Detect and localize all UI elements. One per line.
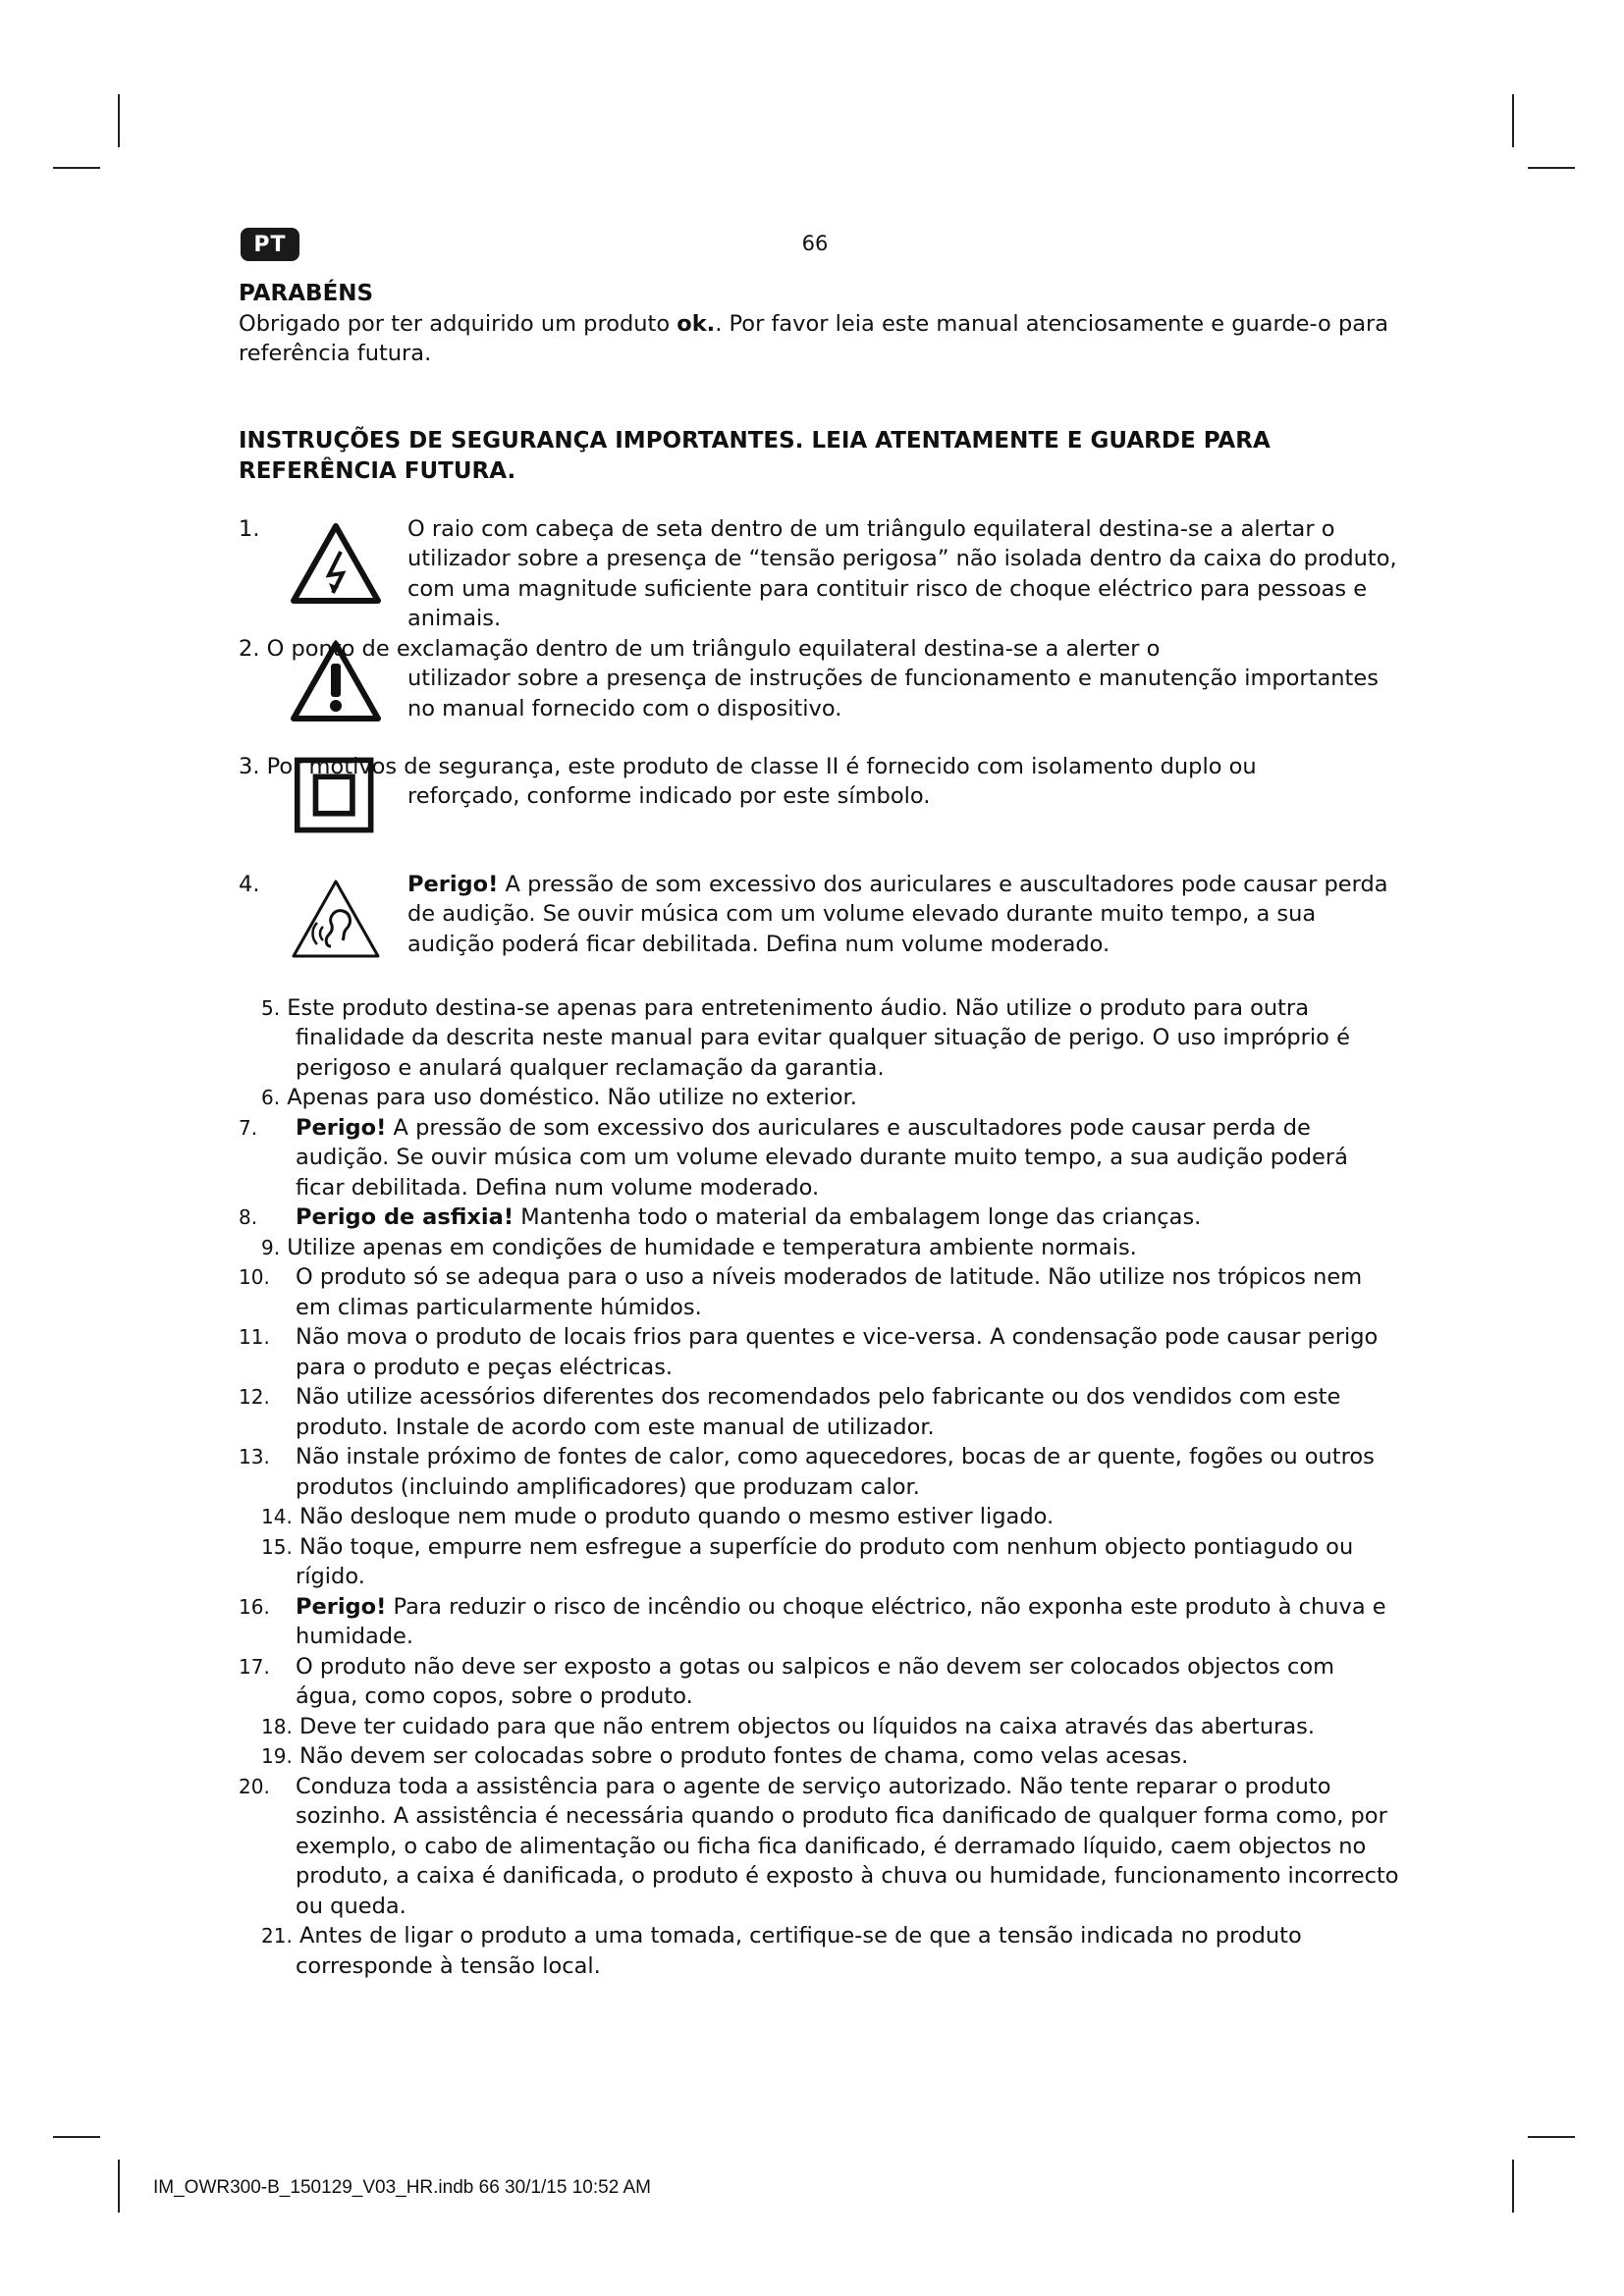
item-text-part: A pressão de som excessivo dos auriculares e auscultadores pode causar perda de audição. Se ouvir música com um volume elevado durante muito tempo, a sua audição poderá ficar debilitada. Defina num volume moderado. (407, 871, 1388, 957)
item-text-part: Para reduzir o risco de incêndio ou choque eléctrico, não exponha este produto à chuva e humidade. (296, 1593, 1386, 1649)
list-item (239, 1113, 1402, 1203)
list-item (239, 1652, 1402, 1712)
intro-text-part: Obrigado por ter adquirido um produto (239, 310, 677, 337)
brand-name: ok. (677, 310, 716, 337)
list-item (239, 1502, 1402, 1532)
intro-text (239, 309, 1402, 369)
item-text (296, 1772, 1402, 1922)
item-text-part: Não utilize acessórios diferentes dos recomendados pelo fabricante ou dos vendidos com este produto. Instale de acordo com este manual de utilizador. (296, 1384, 1341, 1440)
page-content (239, 279, 1402, 1981)
item-number: 13. (239, 1445, 270, 1468)
item-lead-text: Por motivos de segurança, este produto de classe II é fornecido com isolamento duplo ou (266, 753, 1257, 779)
list-item (239, 1442, 1402, 1502)
hearing-warning-icon (290, 878, 382, 960)
language-badge: PT (241, 228, 299, 261)
item-number: 7. (239, 1115, 258, 1140)
crop-mark (1528, 2136, 1575, 2138)
item-text: Não devem ser colocadas sobre o produto fontes de chama, como velas acesas. (298, 1743, 1189, 1769)
item-text-part: Não instale próximo de fontes de calor, como aquecedores, bocas de ar quente, fogões ou outros produtos (incluindo amplificadores) que produzam calor. (296, 1444, 1375, 1500)
item-lead-text: O ponto de exclamação dentro de um triângulo equilateral destina-se a alerter o (266, 635, 1161, 662)
lightning-warning-icon (290, 522, 382, 605)
item-text: O raio com cabeça de seta dentro de um triângulo equilateral destina-se a alertar o utilizador sobre a presença de “tensão perigosa” não isolada dentro da caixa do produto, com uma magnitude suficiente para contituir risco de choque eléctrico para pessoas e animais. (407, 515, 1397, 631)
item-text (296, 1113, 1402, 1203)
crop-mark (118, 2160, 120, 2213)
item-text (296, 1592, 1402, 1652)
crop-mark (1512, 2160, 1514, 2213)
warning-label: Perigo! (296, 1593, 387, 1620)
item-text-part: Conduza toda a assistência para o agente de serviço autorizado. Não tente reparar o produto sozinho. A assistência é necessária quando o produto fica danificado de qualquer forma como, por exemplo, o cabo de alimentação ou ficha fica danificado, é derramado líquido, caem objectos no produto, a caixa é danificada, o produto é exposto à chuva ou humidade, funcionamento incorrecto ou queda. (296, 1773, 1399, 1919)
list-item (239, 993, 1402, 1084)
item-number: 17. (239, 1654, 270, 1679)
item-number: 16. (239, 1594, 270, 1619)
item-text: Apenas para uso doméstico. Não utilize no exterior. (287, 1085, 857, 1110)
list-item (239, 1592, 1402, 1652)
item-number: 9. (261, 1235, 281, 1259)
item-text (296, 1652, 1402, 1712)
item-number: 19. (261, 1744, 293, 1768)
crop-mark (1512, 94, 1514, 147)
list-item (239, 1741, 1402, 1772)
item-text-part: A pressão de som excessivo dos auriculares e auscultadores pode causar perda de audição. Se ouvir música com um volume elevado durante muito tempo, a sua audição poderá ficar debilitada. Defina num volume moderado. (296, 1114, 1348, 1201)
item-number: 4. (239, 871, 260, 897)
item-text-part: Mantenha todo o material da embalagem longe das crianças. (514, 1204, 1202, 1230)
intro-text-part: . Por favor leia este manual atenciosamente e guarde-o para referência futura. (239, 310, 1389, 366)
list-item (239, 1233, 1402, 1263)
item-number: 1. (239, 515, 260, 542)
item-number: 14. (261, 1505, 293, 1528)
symbol-item (239, 752, 1402, 870)
item-number: 12. (239, 1385, 270, 1409)
item-lead (239, 752, 1402, 782)
item-text: reforçado, conforme indicado por este símbolo. (407, 783, 931, 809)
list-item (239, 1382, 1402, 1442)
item-number: 15. (261, 1534, 293, 1559)
item-text-part: O produto não deve ser exposto a gotas ou salpicos e não devem ser colocados objectos com água, como copos, sobre o produto. (296, 1653, 1335, 1709)
item-number: 6. (261, 1086, 281, 1109)
item-text (407, 870, 1402, 960)
item-number: 20. (239, 1774, 270, 1798)
symbol-item (239, 634, 1402, 752)
item-number: 2. (239, 635, 260, 662)
list-item (239, 1083, 1402, 1113)
list-item (239, 1262, 1402, 1322)
item-text (296, 1442, 1402, 1502)
list-item (239, 1712, 1402, 1742)
intro-title: PARABÉNS (239, 281, 374, 306)
print-footer: IM_OWR300-B_150129_V03_HR.indb 66 30/1/15 10:52 AM (153, 2177, 651, 2198)
symbol-item (239, 514, 1402, 634)
list-item (239, 1921, 1402, 1981)
item-text (296, 1382, 1402, 1442)
item-lead (239, 634, 1402, 665)
item-text: Este produto destina-se apenas para entretenimento áudio. Não utilize o produto para outra finalidade da descrita neste manual para evitar qualquer situação de perigo. O uso impróprio é perigoso e anulará qualquer reclamação da garantia. (287, 994, 1350, 1081)
item-text-part: O produto só se adequa para o uso a níveis moderados de latitude. Não utilize nos trópicos nem em climas particularmente húmidos. (296, 1264, 1363, 1320)
list-item (239, 1532, 1402, 1592)
crop-mark (53, 2136, 100, 2138)
item-text (296, 1322, 1402, 1382)
list-item (239, 1772, 1402, 1922)
item-text: Antes de ligar o produto a uma tomada, certifique-se de que a tensão indicada no produto corresponde à tensão local. (296, 1923, 1302, 1979)
list-item (239, 1202, 1402, 1233)
item-number: 10. (239, 1265, 270, 1289)
item-text: Não desloque nem mude o produto quando o mesmo estiver ligado. (298, 1504, 1055, 1529)
crop-mark (1528, 167, 1575, 169)
item-number: 5. (261, 995, 281, 1020)
warning-label: Perigo de asfixia! (296, 1204, 514, 1230)
item-text: Utilize apenas em condições de humidade e temperatura ambiente normais. (287, 1234, 1137, 1260)
item-text: Não toque, empurre nem esfregue a superfície do produto com nenhum objecto pontiagudo ou rígido. (296, 1533, 1354, 1589)
warning-label: Perigo! (296, 1114, 387, 1141)
crop-mark (53, 167, 100, 169)
item-number: 8. (239, 1205, 258, 1229)
item-text: Deve ter cuidado para que não entrem objectos ou líquidos na caixa através das aberturas. (298, 1713, 1316, 1739)
item-number: 11. (239, 1325, 270, 1349)
item-number: 21. (261, 1924, 293, 1948)
page-number: 66 (801, 232, 829, 255)
safety-list (239, 993, 1402, 1982)
item-number: 3. (239, 753, 260, 779)
item-text: utilizador sobre a presença de instruções de funcionamento e manutenção importantes no manual fornecido com o dispositivo. (407, 666, 1379, 721)
item-text-part: Não mova o produto de locais frios para quentes e vice-versa. A condensação pode causar perigo para o produto e peças eléctricas. (296, 1324, 1379, 1380)
crop-mark (118, 94, 120, 147)
safety-title: INSTRUÇÕES DE SEGURANÇA IMPORTANTES. LEIA ATENTAMENTE E GUARDE PARA REFERÊNCIA FUTURA. (239, 427, 1271, 484)
item-text (296, 1262, 1402, 1322)
list-item (239, 1322, 1402, 1382)
warning-label: Perigo! (407, 871, 499, 897)
symbol-item (239, 870, 1402, 993)
item-number: 18. (261, 1714, 293, 1738)
item-text (296, 1202, 1402, 1233)
